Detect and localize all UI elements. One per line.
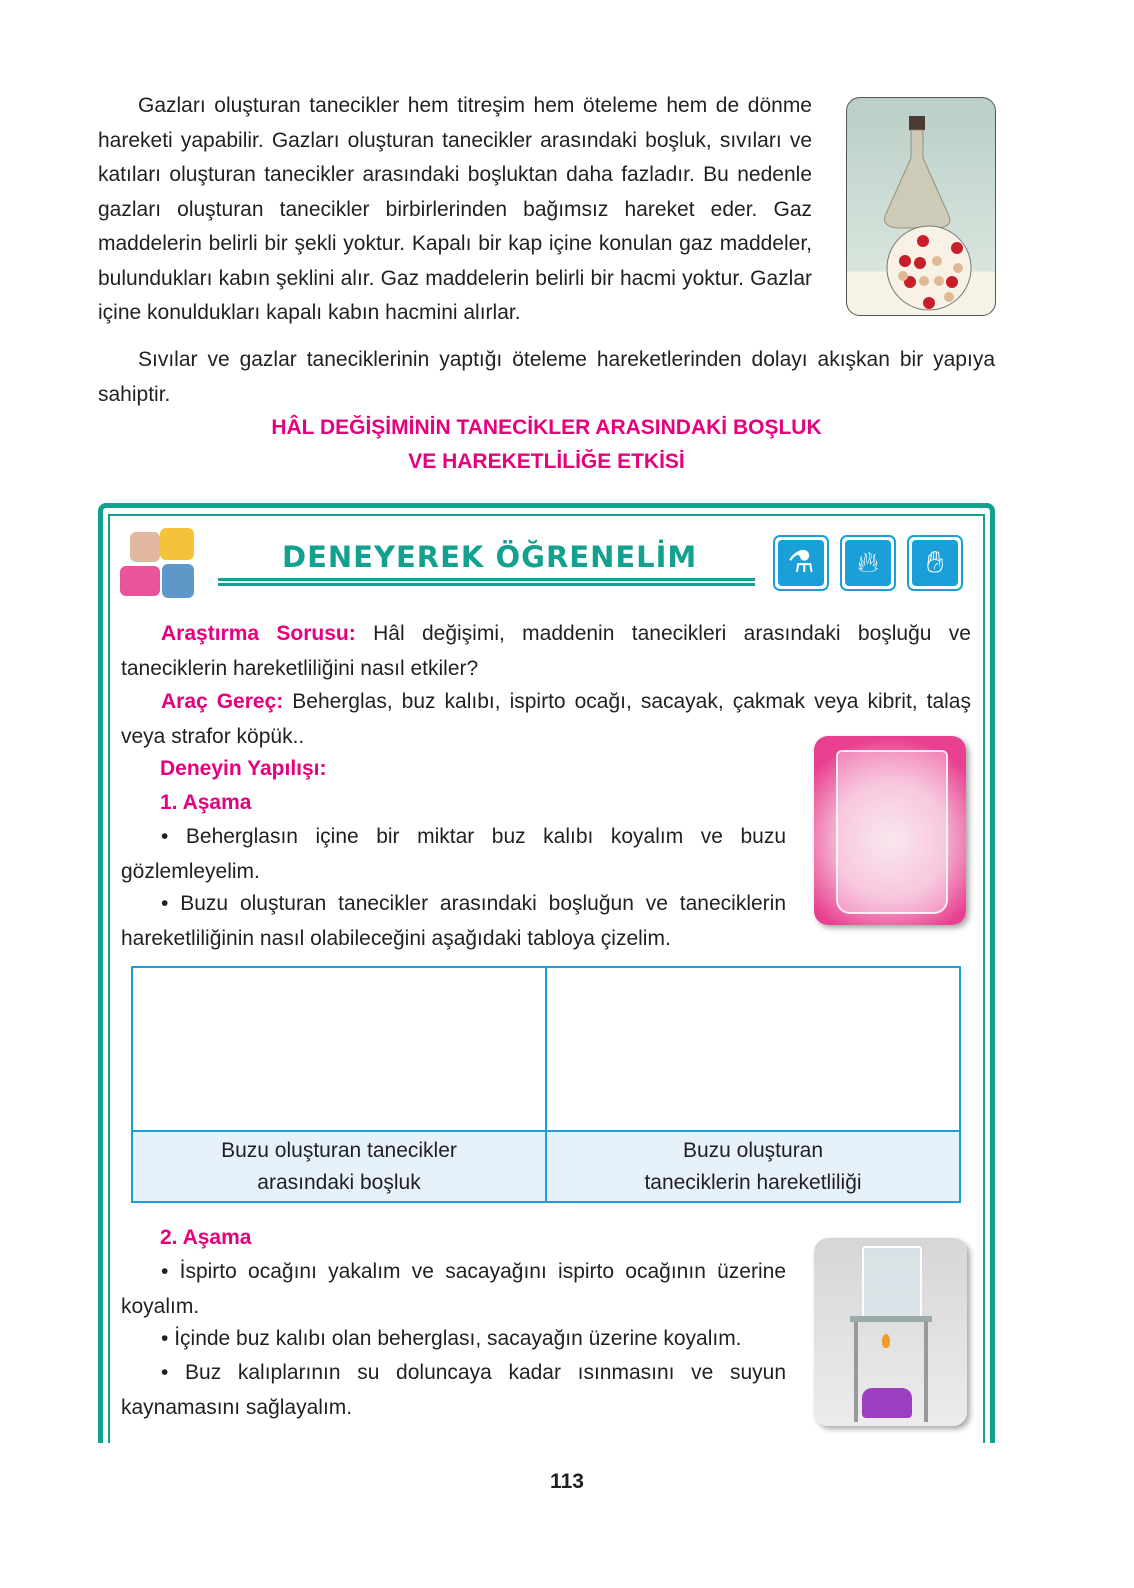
table-label-spacing: Buzu oluşturan tanecikler arasındaki boşluk bbox=[132, 1131, 546, 1202]
drawing-table bbox=[131, 966, 961, 1203]
flame-icon: 🔥︎ bbox=[840, 535, 896, 591]
section-heading-line1: HÂL DEĞİŞİMİNİN TANECİKLER ARASINDAKİ BOŞLUK bbox=[271, 416, 822, 439]
gas-flask-illustration bbox=[846, 97, 996, 316]
intro-paragraph-1: Gazları oluşturan tanecikler hem titreşim hem öteleme hem de dönme hareketi yapabilir. Gazları oluşturan tanecikler arasındaki boşluk, sıvıları ve katıları oluşturan tanecikler arasındaki boşluktan daha fazladır. Bu nedenle gazları oluşturan tanecikler birbirlerinden bağımsız hareket eder. Gaz maddelerin belirli bir şekli yoktur. Kapalı bir kap içine konulan gaz maddeler, bulundukları kabın şeklini alır. Gaz maddelerin belirli bir hacmi yoktur. Gazlar içine konuldukları kapalı kabın hacmini alırlar. bbox=[98, 94, 812, 324]
stage2-step-2: • İçinde buz kalıbı olan beherglası, sacayağın üzerine koyalım. bbox=[161, 1327, 742, 1350]
section-heading bbox=[98, 411, 995, 479]
stage1-step-2: • Buzu oluşturan tanecikler arasındaki boşluğun ve taneciklerin hareketliliğinin nasıl olabileceğini aşağıdaki tabloya çizelim. bbox=[121, 892, 787, 950]
stage2-step-3: • Buz kalıplarının su doluncaya kadar ısınmasını ve suyun kaynamasını sağlayalım. bbox=[121, 1361, 787, 1419]
procedure-label: Deneyin Yapılışı: bbox=[160, 757, 327, 780]
test-tube-icon: ⚗ bbox=[773, 535, 829, 591]
stage2-label: 2. Aşama bbox=[160, 1226, 252, 1249]
tools-list: Araç Gereç: Beherglas, buz kalıbı, ispirto ocağı, sacayak, çakmak veya kibrit, talaş veya strafor köpük.. bbox=[121, 690, 971, 748]
heating-setup-photo bbox=[814, 1238, 967, 1426]
stage1-label: 1. Aşama bbox=[160, 791, 252, 814]
activity-title: DENEYEREK ÖĞRENELİM bbox=[282, 540, 698, 574]
intro-paragraph-2: Sıvılar ve gazlar taneciklerinin yaptığı öteleme hareketlerinden dolayı akışkan bir yapıya sahiptir. bbox=[98, 348, 995, 406]
stage2-step-1: • İspirto ocağını yakalım ve sacayağını ispirto ocağının üzerine koyalım. bbox=[121, 1260, 787, 1318]
drawing-cell-spacing[interactable] bbox=[132, 967, 546, 1131]
puzzle-icon bbox=[118, 524, 208, 604]
research-question: Araştırma Sorusu: Hâl değişimi, maddenin tanecikleri arasındaki boşluğu ve taneciklerin hareketliliğini nasıl etkiler? bbox=[121, 622, 971, 680]
section-heading-line2: VE HAREKETLİLİĞE ETKİSİ bbox=[408, 450, 685, 473]
hand-washing-icon: ✋︎ bbox=[907, 535, 963, 591]
stage1-step-1: • Beherglasın içine bir miktar buz kalıbı koyalım ve buzu gözlemleyelim. bbox=[121, 825, 786, 883]
drawing-cell-mobility[interactable] bbox=[546, 967, 960, 1131]
page-number: 113 bbox=[550, 1470, 584, 1493]
ice-beaker-photo bbox=[814, 736, 966, 925]
table-label-mobility: Buzu oluşturan taneciklerin hareketliliği bbox=[546, 1131, 960, 1202]
title-underline bbox=[218, 578, 755, 581]
